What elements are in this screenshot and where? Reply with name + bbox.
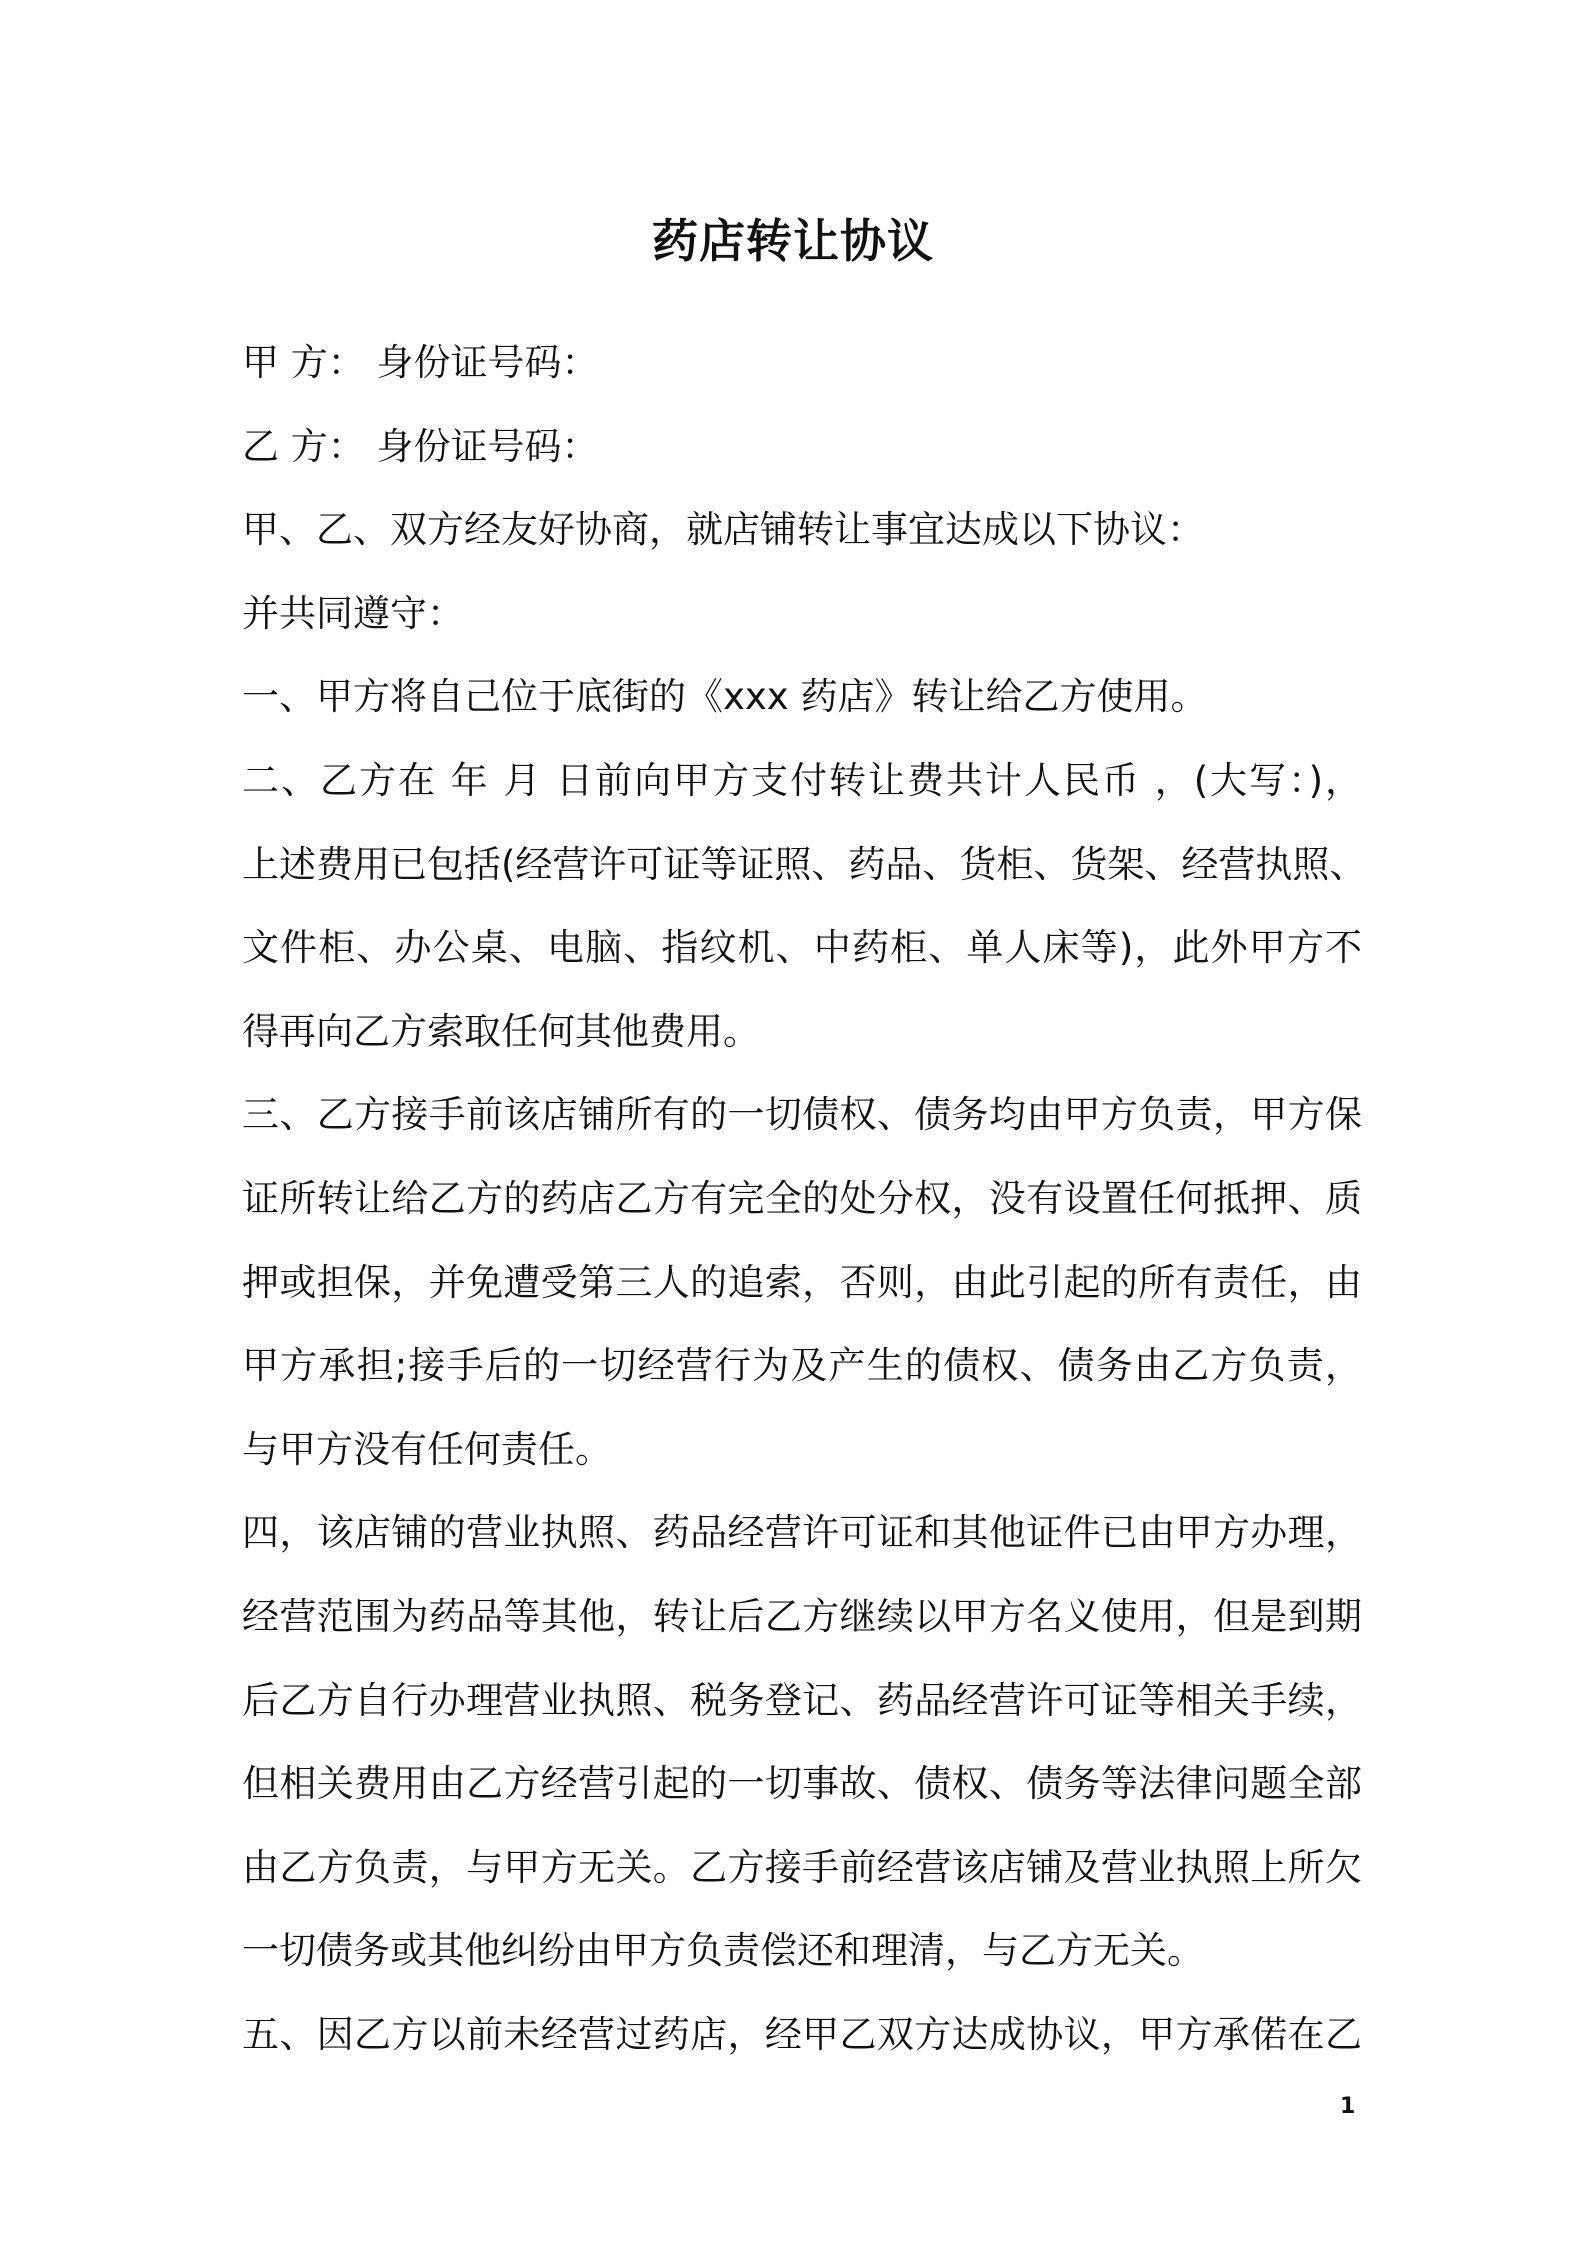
paragraph-line: 三、乙方接手前该店铺所有的一切债权、债务均由甲方负责，甲方保 bbox=[242, 1093, 1362, 1137]
paragraph-line: 文件柜、办公桌、电脑、指纹机、中药柜、单人床等)，此外甲方不 bbox=[242, 926, 1362, 970]
paragraph-line: 甲、乙、双方经友好协商，就店铺转让事宜达成以下协议： bbox=[242, 508, 1204, 552]
paragraph-line: 甲方承担;接手后的一切经营行为及产生的债权、债务由乙方负责， bbox=[242, 1344, 1362, 1388]
paragraph-line: 证所转让给乙方的药店乙方有完全的处分权，没有设置任何抵押、质 bbox=[242, 1176, 1362, 1220]
paragraph-line: 押或担保，并免遭受第三人的追索，否则，由此引起的所有责任，由 bbox=[242, 1260, 1362, 1304]
paragraph-line: 二、乙方在 年 月 日前向甲方支付转让费共计人民币 ，(大写：)， bbox=[242, 758, 1362, 802]
paragraph-line: 后乙方自行办理营业执照、税务登记、药品经营许可证等相关手续， bbox=[242, 1678, 1362, 1722]
page-number: 1 bbox=[1340, 2094, 1356, 2119]
paragraph-line: 一、甲方将自己位于底街的《xxx 药店》转让给乙方使用。 bbox=[242, 675, 1208, 719]
paragraph-line: 甲 方： 身份证号码： bbox=[242, 341, 599, 384]
paragraph-line: 经营范围为药品等其他，转让后乙方继续以甲方名义使用，但是到期 bbox=[242, 1594, 1362, 1638]
paragraph-line: 与甲方没有任何责任。 bbox=[242, 1427, 612, 1471]
paragraph-line: 得再向乙方索取任何其他费用。 bbox=[242, 1009, 760, 1053]
paragraph-line: 上述费用已包括(经营许可证等证照、药品、货柜、货架、经营执照、 bbox=[242, 842, 1367, 886]
paragraph-line: 四，该店铺的营业执照、药品经营许可证和其他证件已由甲方办理， bbox=[242, 1511, 1362, 1555]
paragraph-line: 并共同遵守： bbox=[242, 591, 464, 635]
paragraph-line: 乙 方： 身份证号码： bbox=[242, 424, 599, 468]
paragraph-line: 由乙方负责，与甲方无关。乙方接手前经营该店铺及营业执照上所欠 bbox=[242, 1845, 1362, 1889]
paragraph-line: 一切债务或其他纠纷由甲方负责偿还和理清，与乙方无关。 bbox=[242, 1929, 1204, 1973]
document-title: 药店转让协议 bbox=[652, 214, 934, 268]
paragraph-line: 五、因乙方以前未经营过药店，经甲乙双方达成协议，甲方承偌在乙 bbox=[242, 2012, 1362, 2056]
document-body bbox=[242, 321, 1367, 2076]
paragraph-line: 但相关费用由乙方经营引起的一切事故、债权、债务等法律问题全部 bbox=[242, 1762, 1362, 1806]
